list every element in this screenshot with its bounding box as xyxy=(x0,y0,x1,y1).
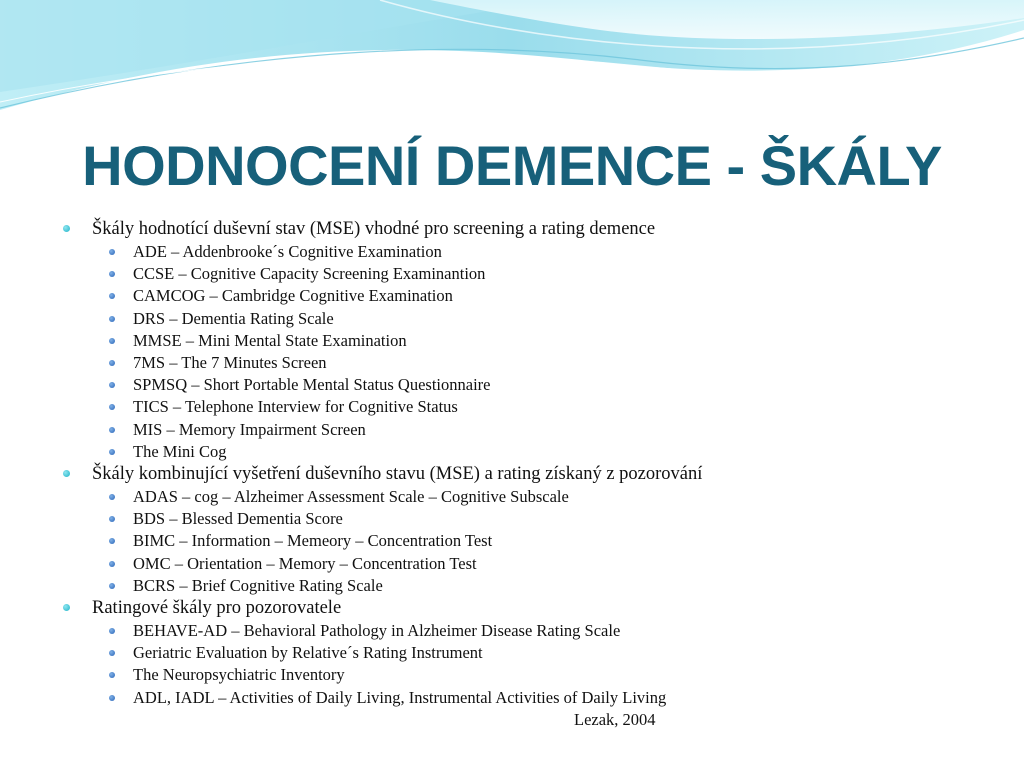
list-item: ADAS – cog – Alzheimer Assessment Scale – Cognitive Subscale xyxy=(133,486,1002,508)
bullet-icon xyxy=(109,628,115,634)
list-item: The Mini Cog xyxy=(133,441,1002,463)
bullet-icon xyxy=(109,494,115,500)
bullet-icon xyxy=(109,561,115,567)
section-mse-scales xyxy=(62,218,1002,463)
citation: Lezak, 2004 xyxy=(574,709,656,729)
list-item: MMSE – Mini Mental State Examination xyxy=(133,330,1002,352)
list-item: 7MS – The 7 Minutes Screen xyxy=(133,352,1002,374)
bullet-icon xyxy=(109,427,115,433)
bullet-icon xyxy=(109,338,115,344)
bullet-icon xyxy=(109,271,115,277)
bullet-icon xyxy=(109,583,115,589)
list-item: BCRS – Brief Cognitive Rating Scale xyxy=(133,575,1002,597)
list-item: BIMC – Information – Memeory – Concentration Test xyxy=(133,530,1002,552)
list-item: CCSE – Cognitive Capacity Screening Examinantion xyxy=(133,263,1002,285)
list-item: BEHAVE-AD – Behavioral Pathology in Alzheimer Disease Rating Scale xyxy=(133,620,1002,642)
bullet-icon xyxy=(109,650,115,656)
bullet-icon xyxy=(63,470,70,477)
slide-title: HODNOCENÍ DEMENCE - ŠKÁLY xyxy=(82,134,942,197)
section-heading: Škály hodnotící duševní stav (MSE) vhodné pro screening a rating demence xyxy=(92,219,656,239)
bullet-icon xyxy=(109,249,115,255)
bullet-icon xyxy=(109,672,115,678)
list-item: BDS – Blessed Dementia Score xyxy=(133,508,1002,530)
bullet-icon xyxy=(109,404,115,410)
content-list xyxy=(62,218,1002,731)
section-observer-scales xyxy=(62,597,1002,709)
list-item: ADE – Addenbrooke´s Cognitive Examination xyxy=(133,241,1002,263)
section-combined-scales xyxy=(62,463,1002,597)
list-item: DRS – Dementia Rating Scale xyxy=(133,308,1002,330)
section-heading: Škály kombinující vyšetření duševního stavu (MSE) a rating získaný z pozorování xyxy=(92,464,703,485)
list-item: SPMSQ – Short Portable Mental Status Questionnaire xyxy=(133,374,1002,396)
bullet-icon xyxy=(63,225,70,232)
list-item: ADL, IADL – Activities of Daily Living, Instrumental Activities of Daily Living xyxy=(133,687,1002,709)
bullet-icon xyxy=(109,293,115,299)
list-item: MIS – Memory Impairment Screen xyxy=(133,419,1002,441)
list-item: TICS – Telephone Interview for Cognitive Status xyxy=(133,396,1002,418)
bullet-icon xyxy=(63,604,70,611)
decorative-wave-header xyxy=(0,0,1024,120)
bullet-icon xyxy=(109,449,115,455)
list-item: Geriatric Evaluation by Relative´s Rating Instrument xyxy=(133,642,1002,664)
list-item: OMC – Orientation – Memory – Concentration Test xyxy=(133,553,1002,575)
list-item: The Neuropsychiatric Inventory xyxy=(133,664,1002,686)
bullet-icon xyxy=(109,360,115,366)
bullet-icon xyxy=(109,516,115,522)
list-item: CAMCOG – Cambridge Cognitive Examination xyxy=(133,285,1002,307)
bullet-icon xyxy=(109,316,115,322)
bullet-icon xyxy=(109,695,115,701)
bullet-icon xyxy=(109,538,115,544)
bullet-icon xyxy=(109,382,115,388)
section-heading: Ratingové škály pro pozorovatele xyxy=(92,598,342,619)
